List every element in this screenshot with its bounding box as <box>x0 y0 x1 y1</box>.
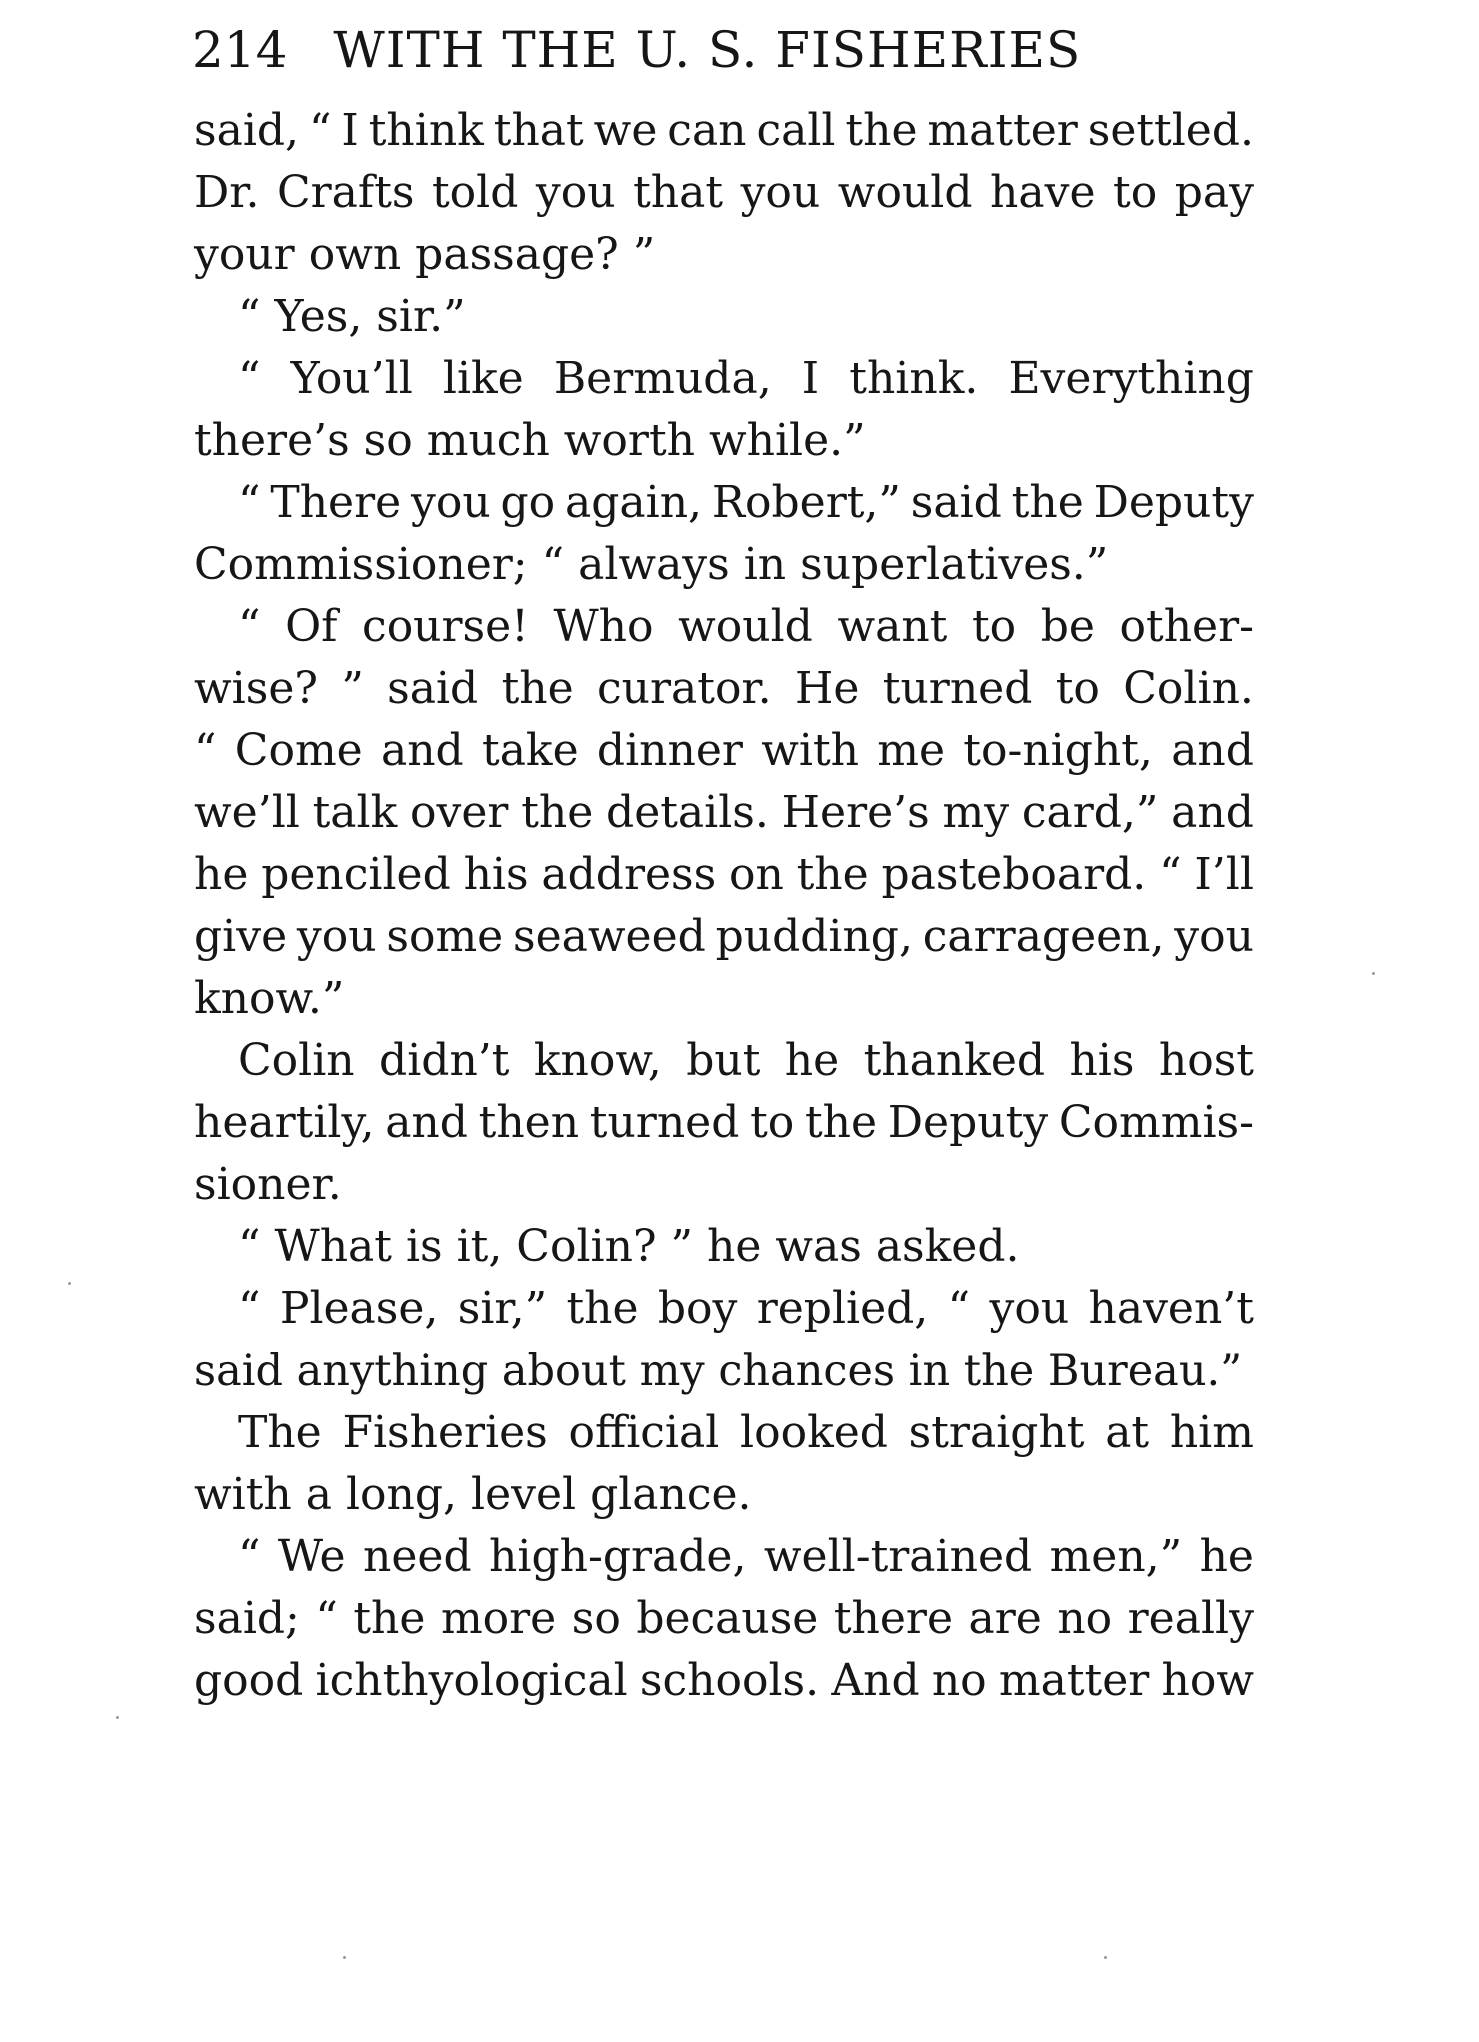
word: We <box>277 1531 346 1582</box>
word: address <box>541 849 717 900</box>
word: settled. <box>1087 105 1254 156</box>
word: to <box>750 1097 795 1148</box>
word: his <box>463 849 529 900</box>
word: then <box>478 1097 580 1148</box>
word: give <box>194 911 288 962</box>
text-line <box>194 658 1254 720</box>
word: Here’s <box>781 787 930 838</box>
text-line <box>194 1650 1254 1712</box>
word: to <box>1113 167 1158 218</box>
word: penciled <box>261 849 451 900</box>
word: “ <box>238 477 261 528</box>
text-line <box>238 1526 1254 1588</box>
word: card,” <box>1021 787 1159 838</box>
word: the <box>796 849 869 900</box>
word: details. <box>606 787 769 838</box>
text-line: “ Yes, sir.” <box>238 291 466 342</box>
word: take <box>482 725 579 776</box>
word: Crafts <box>276 167 415 218</box>
text-line <box>194 1092 1254 1154</box>
word: Of <box>285 601 338 652</box>
word: other- <box>1119 601 1254 652</box>
text-line: with a long, level glance. <box>194 1469 752 1520</box>
word: said, <box>194 105 300 156</box>
word: good <box>194 1655 304 1706</box>
word: on <box>728 849 784 900</box>
word: but <box>686 1035 761 1086</box>
word: curator. <box>597 663 772 714</box>
word: pay <box>1174 167 1254 218</box>
word: Who <box>553 601 654 652</box>
text-line <box>194 162 1254 224</box>
word: “ <box>947 1283 971 1334</box>
word: are <box>968 1593 1042 1644</box>
text-line <box>238 472 1254 534</box>
word: “ <box>238 1283 261 1334</box>
word: Commis- <box>1058 1097 1254 1148</box>
word: turned <box>882 663 1033 714</box>
word: he <box>1199 1531 1254 1582</box>
word: There <box>270 477 402 528</box>
word: said <box>387 663 479 714</box>
word: The <box>238 1407 322 1458</box>
word: Everything <box>1008 353 1254 404</box>
word: to <box>1055 663 1100 714</box>
word: I’ll <box>1194 849 1254 900</box>
word: call <box>756 105 836 156</box>
word: wise? <box>194 663 318 714</box>
scan-speck <box>343 1956 346 1959</box>
text-line: “ What is it, Colin? ” he was asked. <box>238 1221 1020 1272</box>
word: and <box>385 1097 468 1148</box>
word: said; <box>194 1593 300 1644</box>
word: no <box>931 1655 987 1706</box>
text-line <box>194 844 1254 906</box>
word: would <box>678 601 813 652</box>
word: to <box>971 601 1017 652</box>
word: seaweed <box>513 911 706 962</box>
text-line <box>238 1030 1254 1092</box>
word: some <box>386 911 504 962</box>
word: would <box>837 167 973 218</box>
word: go <box>500 477 556 528</box>
running-head: WITH THE U. S. FISHERIES <box>333 21 1082 79</box>
word: “ <box>1159 849 1182 900</box>
text-line <box>238 1278 1254 1340</box>
word: sir,” <box>457 1283 548 1334</box>
word: haven’t <box>1088 1283 1254 1334</box>
text-line <box>194 1588 1254 1650</box>
word: said <box>910 477 1002 528</box>
word: Colin <box>238 1035 355 1086</box>
text-line <box>194 100 1254 162</box>
word: want <box>837 601 948 652</box>
word: the <box>1011 477 1084 528</box>
word: think. <box>849 353 979 404</box>
word: you <box>740 167 821 218</box>
word: Dr. <box>194 167 260 218</box>
word: You’ll <box>290 353 413 404</box>
word: and <box>1171 787 1254 838</box>
word: “ <box>238 1531 261 1582</box>
word: need <box>363 1531 472 1582</box>
word: schools. <box>639 1655 820 1706</box>
scan-speck <box>1372 972 1375 975</box>
word: pasteboard. <box>881 849 1147 900</box>
word: the <box>566 1283 639 1334</box>
word: matter <box>927 105 1078 156</box>
text-line <box>238 596 1254 658</box>
text-line: know.” <box>194 973 345 1024</box>
word: because <box>636 1593 819 1644</box>
word: he <box>194 849 249 900</box>
word: I <box>341 105 359 156</box>
word: high-grade, <box>489 1531 747 1582</box>
text-line: sioner. <box>194 1159 342 1210</box>
word: thanked <box>863 1035 1046 1086</box>
word: official <box>568 1407 720 1458</box>
text-line <box>194 782 1254 844</box>
scan-speck <box>68 1282 71 1285</box>
word: me <box>877 725 946 776</box>
word: we <box>593 105 658 156</box>
word: the <box>805 1097 878 1148</box>
word: the <box>845 105 918 156</box>
word: again, <box>565 477 703 528</box>
word: men,” <box>1049 1531 1183 1582</box>
word: “ <box>308 105 332 156</box>
word: didn’t <box>379 1035 510 1086</box>
word: told <box>431 167 519 218</box>
text-line: Commissioner; “ always in superlatives.” <box>194 539 1109 590</box>
word: know, <box>533 1035 662 1086</box>
word: like <box>442 353 524 404</box>
word: turned <box>589 1097 740 1148</box>
word: more <box>440 1593 557 1644</box>
scan-speck <box>116 1716 119 1719</box>
word: there <box>833 1593 953 1644</box>
text-line: there’s so much worth while.” <box>194 415 866 466</box>
word: no <box>1057 1593 1113 1644</box>
word: straight <box>908 1407 1085 1458</box>
word: Colin. <box>1123 663 1254 714</box>
text-line <box>194 720 1254 782</box>
word: matter <box>998 1655 1150 1706</box>
word: course! <box>362 601 529 652</box>
word: boy <box>657 1283 738 1334</box>
word: how <box>1161 1655 1254 1706</box>
word: you <box>1174 911 1254 962</box>
word: he <box>784 1035 840 1086</box>
word: we’ll <box>194 787 300 838</box>
word: and <box>1171 725 1254 776</box>
word: Fisheries <box>342 1407 548 1458</box>
word: him <box>1169 1407 1254 1458</box>
word: And <box>831 1655 920 1706</box>
word: I <box>801 353 820 404</box>
word: so <box>571 1593 621 1644</box>
text-line <box>194 906 1254 968</box>
page-number: 214 <box>192 21 288 79</box>
word: looked <box>740 1407 888 1458</box>
word: Please, <box>279 1283 439 1334</box>
word: dinner <box>596 725 743 776</box>
word: carrageen, <box>922 911 1165 962</box>
text-line <box>238 348 1254 410</box>
text-line: your own passage? ” <box>194 229 656 280</box>
word: Deputy <box>1093 477 1254 528</box>
word: be <box>1040 601 1095 652</box>
word: think <box>368 105 484 156</box>
word: have <box>990 167 1096 218</box>
word: Deputy <box>887 1097 1049 1148</box>
text-line: said anything about my chances in the Bureau.” <box>194 1346 1243 1396</box>
word: really <box>1127 1593 1254 1644</box>
word: Bermuda, <box>553 353 772 404</box>
word: ” <box>341 663 364 714</box>
word: the <box>501 663 574 714</box>
word: “ <box>194 725 217 776</box>
word: you <box>296 911 377 962</box>
scan-speck <box>1104 1956 1107 1959</box>
word: can <box>667 105 747 156</box>
word: Robert,” <box>711 477 901 528</box>
word: over <box>410 787 509 838</box>
word: the <box>353 1593 426 1644</box>
word: that <box>493 105 584 156</box>
word: to-night, <box>963 725 1153 776</box>
word: at <box>1105 1407 1150 1458</box>
word: my <box>942 787 1010 838</box>
word: “ <box>315 1593 338 1644</box>
word: pudding, <box>715 911 913 962</box>
word: with <box>761 725 859 776</box>
word: talk <box>312 787 398 838</box>
text-line <box>238 1402 1254 1464</box>
word: host <box>1158 1035 1254 1086</box>
word: replied, <box>756 1283 929 1334</box>
word: well-trained <box>763 1531 1033 1582</box>
word: you <box>410 477 491 528</box>
word: and <box>380 725 464 776</box>
word: you <box>535 167 616 218</box>
word: heartily, <box>194 1097 375 1148</box>
word: “ <box>238 353 261 404</box>
word: that <box>633 167 724 218</box>
word: ichthyological <box>315 1655 628 1706</box>
word: you <box>989 1283 1070 1334</box>
page-header <box>192 14 1252 86</box>
word: his <box>1069 1035 1135 1086</box>
word: the <box>521 787 594 838</box>
word: He <box>794 663 860 714</box>
word: “ <box>238 601 261 652</box>
word: Come <box>234 725 363 776</box>
